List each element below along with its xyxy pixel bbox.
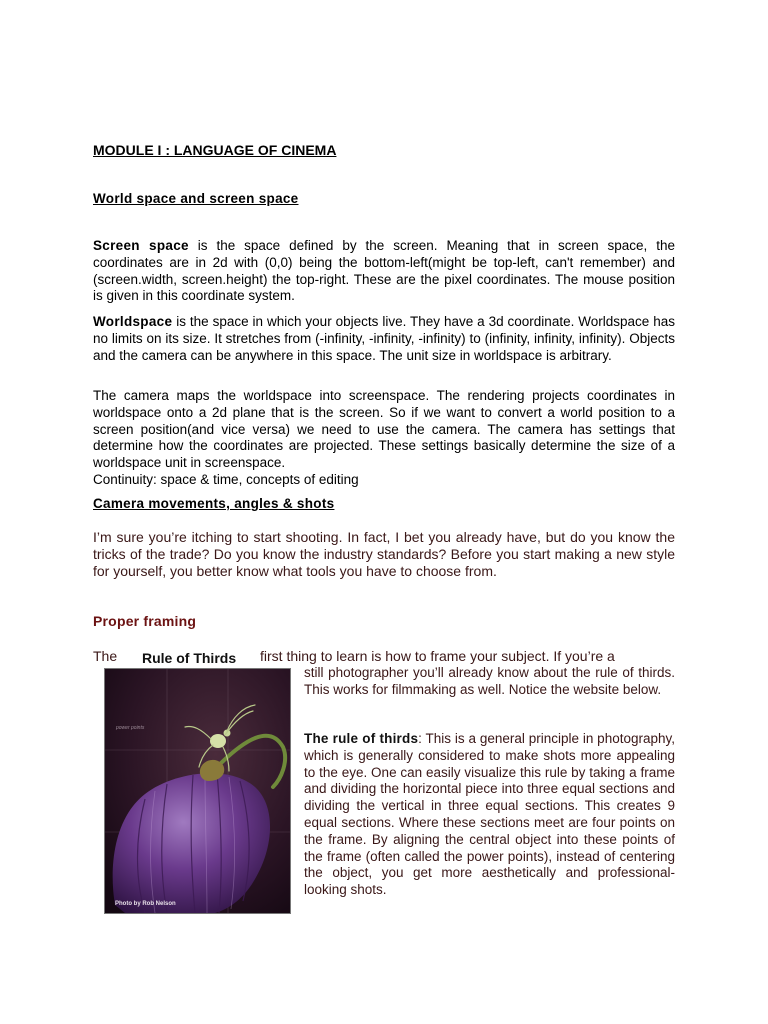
framing-the-word: The (93, 648, 118, 664)
power-points-label: power points (116, 725, 145, 731)
photo-credit: Photo by Rob Nelson (115, 901, 176, 907)
flower-spider-illustration (105, 669, 290, 913)
screen-space-term: Screen space (93, 238, 189, 253)
proper-framing-heading: Proper framing (93, 613, 197, 629)
framing-first-line: first thing to learn is how to frame your subject. If you’re a (260, 648, 615, 664)
worldspace-text: is the space in which your objects live. They have a 3d coordinate. Worldspace has no limits on its size. It stretches from (-infinity, -infinity, -infinity) to (infinity, infinity, infinity). Objects and the camera can be anywhere in this space. The unit size in worldspace is arbitrary. (93, 314, 675, 363)
rule-of-thirds-term: The rule of thirds (304, 731, 419, 746)
rule-of-thirds-photo (104, 668, 291, 914)
rule-of-thirds-image-title: Rule of Thirds (142, 650, 237, 666)
camera-paragraph: The camera maps the worldspace into screenspace. The rendering projects coordinates in worldspace onto a 2d plane that is the screen. So if we want to convert a world position to a screen position(and vice versa) we need to use the camera. The camera has settings that determine how the coordinates are projected. These settings basically determine the size of a worldspace unit in screenspace. (93, 388, 675, 471)
screen-space-paragraph (93, 238, 675, 305)
framing-continuation: still photographer you’ll already know about the rule of thirds. This works for filmmaking as well. Notice the website below. (304, 665, 675, 697)
worldspace-paragraph (93, 314, 675, 364)
section-heading-camera-movements: Camera movements, angles & shots (93, 496, 335, 511)
rule-of-thirds-text: : This is a general principle in photography, which is generally considered to make shots more appealing to the eye. One can easily visualize this rule by taking a frame and dividing the horizontal piece into three equal sections and dividing the vertical in three equal sections. This creates 9 equal sections. Where these sections meet are four points on the frame. By aligning the central object into these points of the frame (often called the power points), instead of centering the object, you get more aesthetically and professional-looking shots. (304, 731, 675, 898)
module-title: MODULE I : LANGUAGE OF CINEMA (93, 142, 337, 158)
screen-space-text: is the space defined by the screen. Meaning that in screen space, the coordinates are in 2d with (0,0) being the bottom-left(might be top-left, can't remember) and (screen.width, screen.height) the top-right. These are the pixel coordinates. The mouse position is given in this coordinate system. (93, 238, 675, 304)
rule-of-thirds-paragraph (304, 731, 675, 899)
intro-paragraph: I’m sure you’re itching to start shooting. In fact, I bet you already have, but do you know the tricks of the trade? Do you know the industry standards? Before you start making a new style for yourself, you better know what tools you have to choose from. (93, 529, 675, 580)
continuity-line: Continuity: space & time, concepts of editing (93, 472, 359, 487)
section-heading-world-space: World space and screen space (93, 191, 299, 206)
worldspace-term: Worldspace (93, 314, 173, 329)
